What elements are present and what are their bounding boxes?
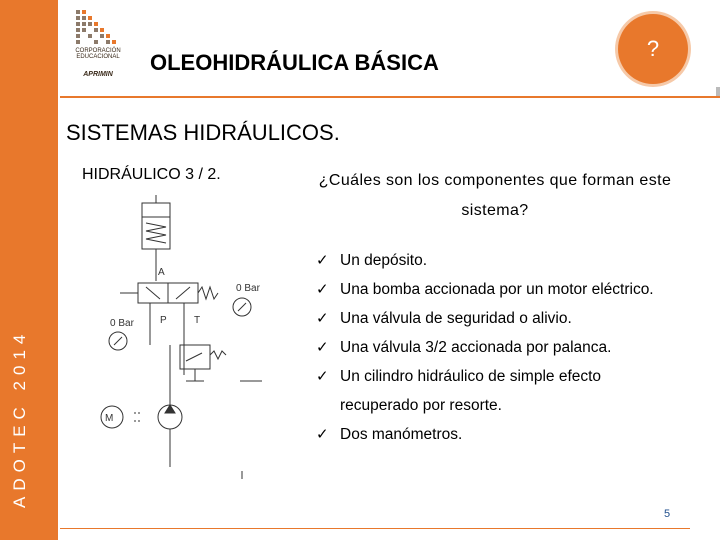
list-item-text: Un depósito. [340,252,428,269]
list-item [316,420,676,449]
components-list [316,246,676,449]
list-item [316,275,676,304]
list-item [316,362,676,420]
check-icon: ✓ [316,368,329,385]
list-item-text: Una bomba accionada por un motor eléctrico. [340,281,654,298]
page-number: 5 [664,508,671,520]
svg-text:M: M [105,413,114,424]
logo-brand: APRIMIN [83,71,113,78]
list-item [316,333,676,362]
list-item-text: Un cilindro hidráulico de simple efecto recuperado por resorte. [340,368,602,414]
section-heading: SISTEMAS HIDRÁULICOS. [66,120,340,145]
list-item-text: Una válvula 3/2 accionada por palanca. [340,339,612,356]
footer-divider [60,528,690,529]
hydraulic-schematic [90,195,280,485]
valve-3-2 [120,283,218,375]
subsection-heading: HIDRÁULICO 3 / 2. [82,166,221,183]
check-icon: ✓ [316,339,329,356]
check-icon: ✓ [316,281,329,298]
check-icon: ✓ [316,252,329,269]
port-p-label: P [160,315,167,326]
port-a-label: A [158,267,165,278]
relief-valve [180,345,262,381]
gauge-left [109,332,127,350]
gauge-right-label: 0 Bar [236,283,260,294]
gauge-right [233,298,251,316]
slide-title: OLEOHIDRÁULICA BÁSICA [150,50,439,75]
question-text: ¿Cuáles son los componentes que forman este sistema? [318,172,672,219]
check-icon: ✓ [316,426,329,443]
help-button[interactable]: ? [618,14,688,84]
list-item-text: Una válvula de seguridad o alivio. [340,310,572,327]
cylinder [142,195,170,281]
gauge-left-label: 0 Bar [110,318,134,329]
motor-pump [101,345,182,467]
sidebar-text: ADOTEC 2014 [10,328,29,508]
port-t-label: T [194,315,201,326]
list-item [316,246,676,275]
list-item [316,304,676,333]
logo-caption: CORPORACIÓN EDUCACIONAL [75,48,121,60]
check-icon: ✓ [316,310,329,327]
list-item-text: Dos manómetros. [340,426,463,443]
header-divider [60,96,720,98]
